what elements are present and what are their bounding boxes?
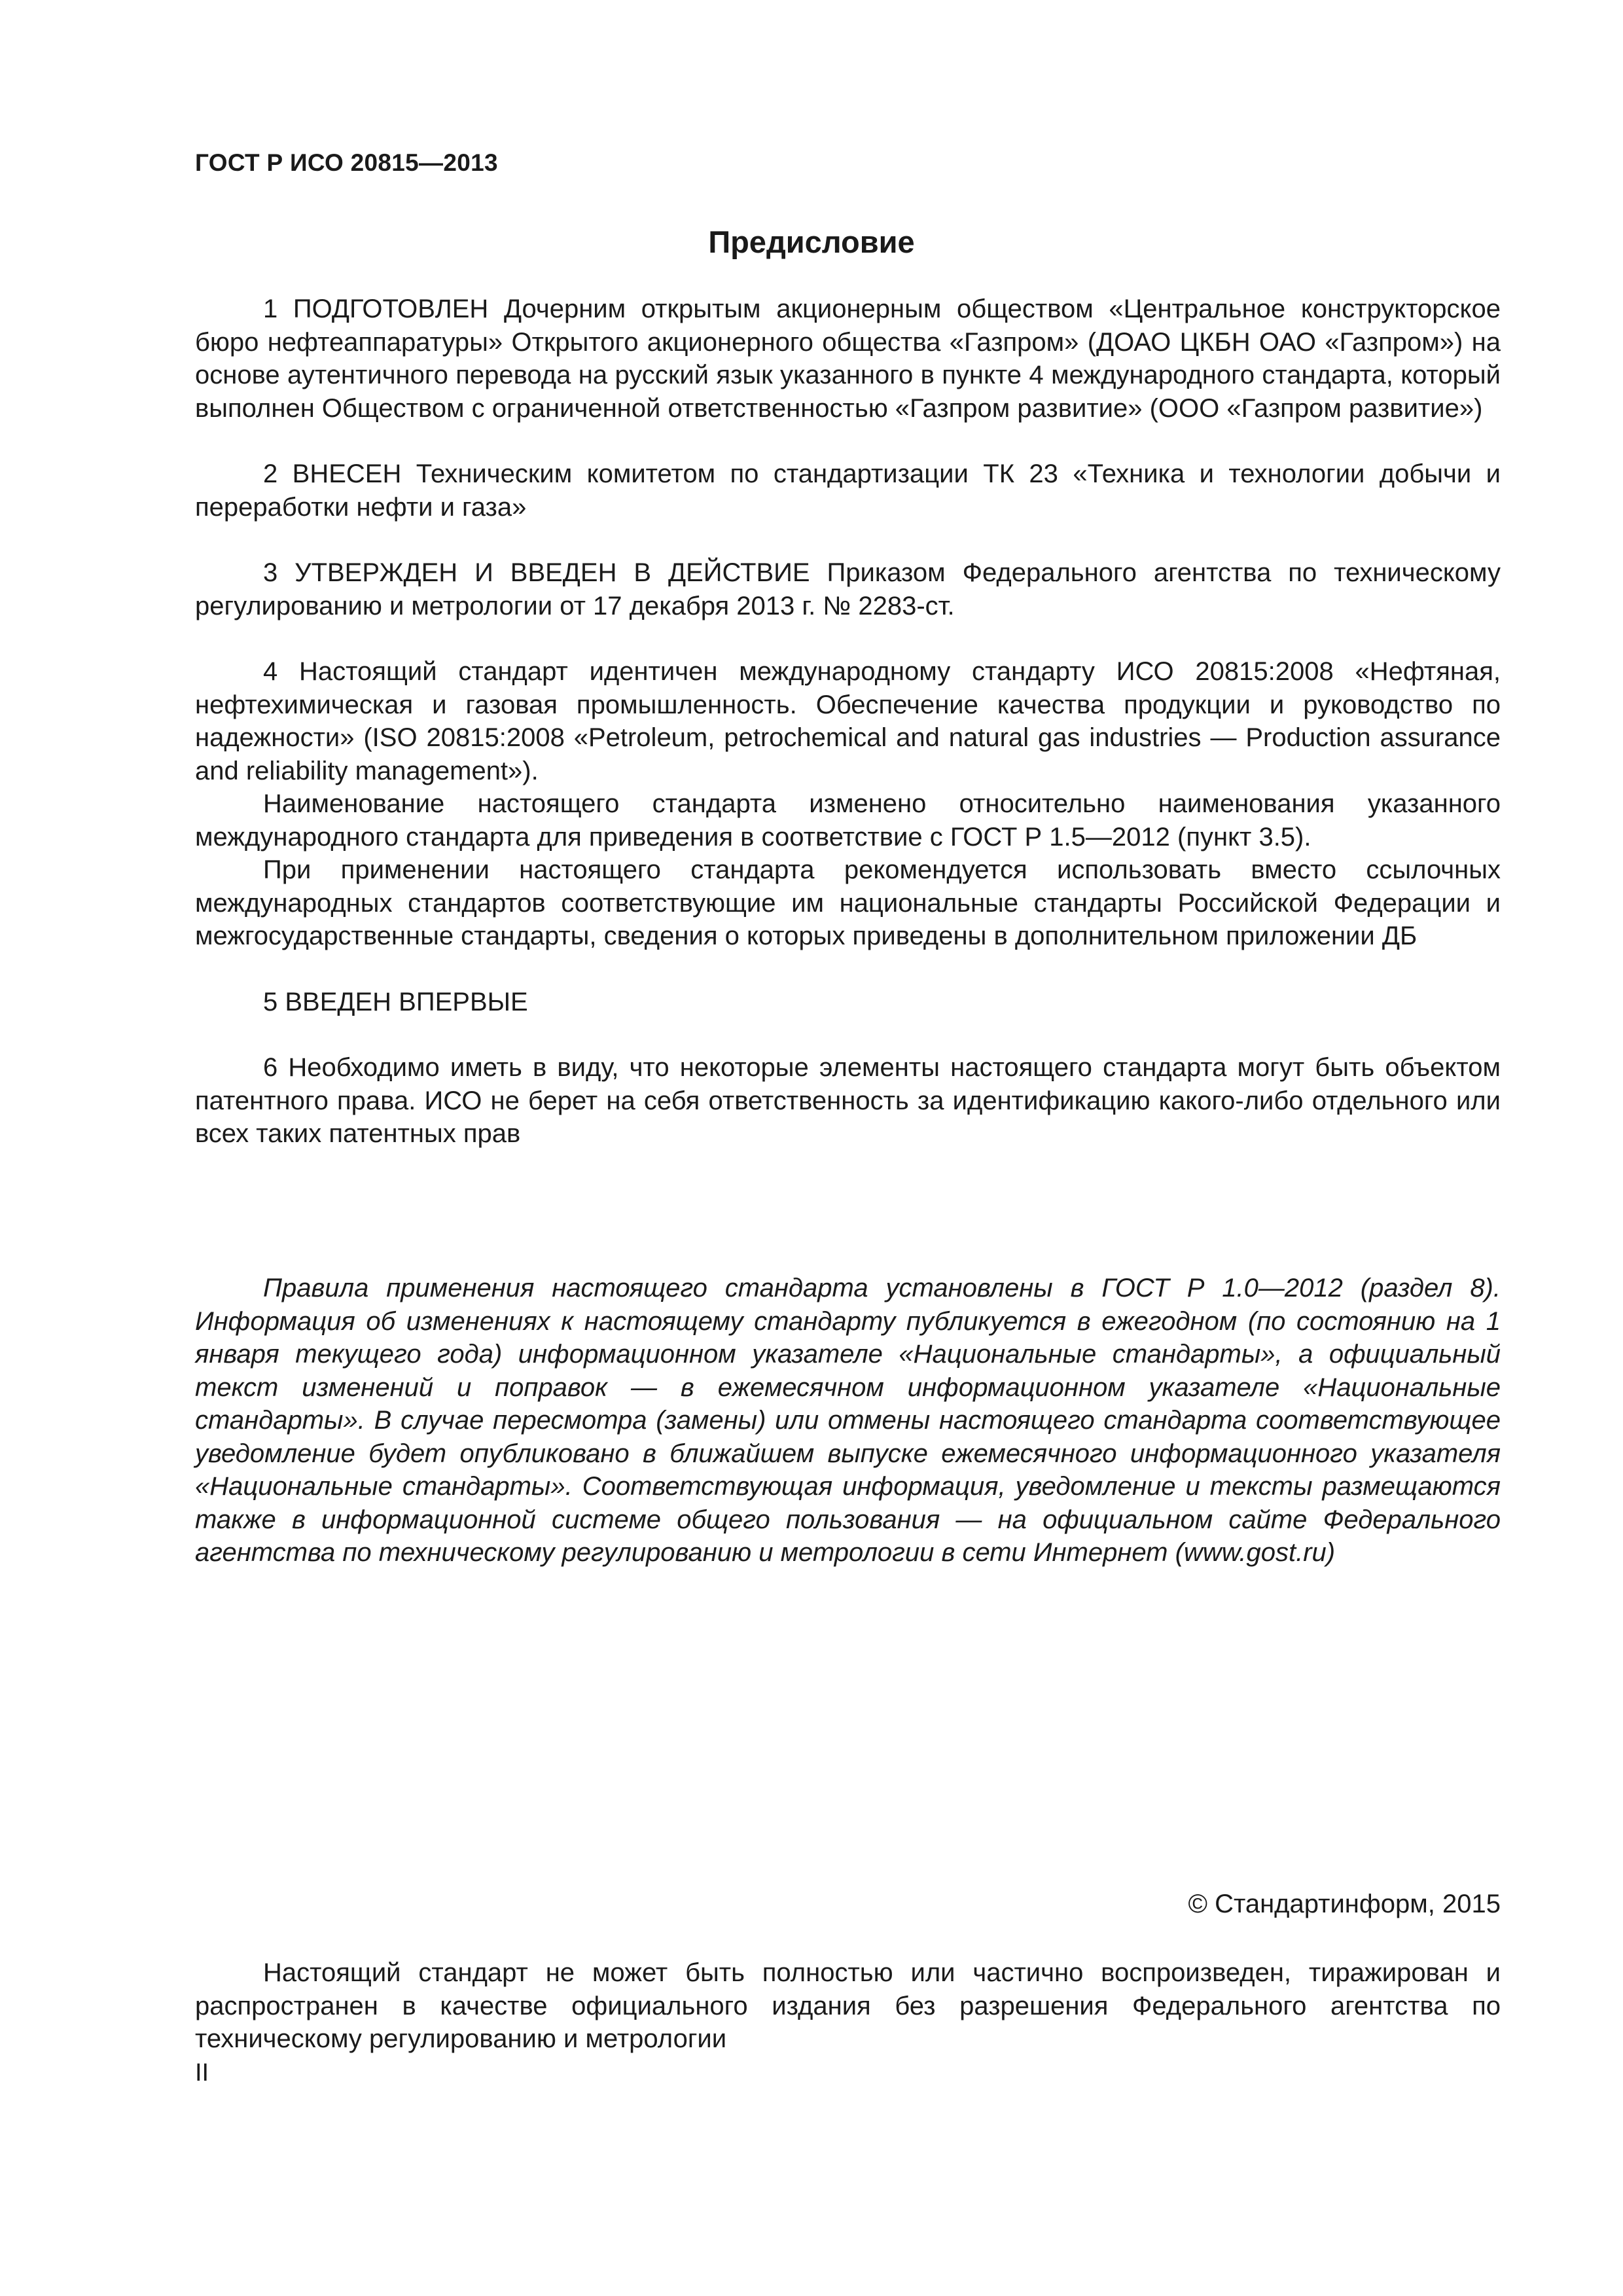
- paragraph: 4 Настоящий стандарт идентичен международному стандарту ИСО 20815:2008 «Нефтяная, нефтехимическая и газовая промышленность. Обеспечение качества продукции и руководство по надежности» (ISO 20815:2008 «Petroleum, petrochemical and natural gas industries — Production assurance and reliability management»).: [195, 657, 1501, 785]
- foreword-item-4: [195, 655, 1501, 953]
- foreword-item-3: [195, 556, 1501, 622]
- paragraph: 2 ВНЕСЕН Техническим комитетом по стандартизации ТК 23 «Техника и технологии добычи и переработки нефти и газа»: [195, 459, 1501, 522]
- foreword-item-6: [195, 1051, 1501, 1151]
- paragraph: При применении настоящего стандарта рекомендуется использовать вместо ссылочных международных стандартов соответствующие им национальные стандарты Российской Федерации и межгосударственные стандарты, сведения о которых приведены в дополнительном приложении ДБ: [195, 855, 1501, 950]
- paragraph: 6 Необходимо иметь в виду, что некоторые элементы настоящего стандарта могут быть объектом патентного права. ИСО не берет на себя ответственность за идентификацию какого-либо отдельного или всех таких патентных прав: [195, 1053, 1501, 1148]
- application-rules-notice: [195, 1272, 1501, 1570]
- copyright-line: © Стандартинформ, 2015: [1188, 1890, 1501, 1918]
- notice-text: Правила применения настоящего стандарта установлены в ГОСТ Р 1.0—2012 (раздел 8). Информация об изменениях к настоящему стандарту публикуется в ежегодном (по состоянию на 1 января текущего года) информационном указателе «Национальные стандарты», а официальный текст изменений и поправок — в ежемесячном информационном указателе «Национальные стандарты». В случае пересмотра (замены) или отмены настоящего стандарта соответствующее уведомление будет опубликовано в ближайшем выпуске ежемесячного информационного указателя «Национальные стандарты». Соответствующая информация, уведомление и тексты размещаются также в информационной системе общего пользования — на официальном сайте Федерального агентства по техническому регулированию и метрологии в сети Интернет (www.gost.ru): [195, 1274, 1501, 1567]
- foreword-item-5: [195, 986, 1501, 1019]
- foreword-item-1: [195, 293, 1501, 425]
- paragraph: 3 УТВЕРЖДЕН И ВВЕДЕН В ДЕЙСТВИЕ Приказом Федерального агентства по техническому регулированию и метрологии от 17 декабря 2013 г. № 2283-ст.: [195, 558, 1501, 620]
- reproduction-notice: [195, 1956, 1501, 2056]
- reproduction-text: Настоящий стандарт не может быть полностью или частично воспроизведен, тиражирован и распространен в качестве официального издания без разрешения Федерального агентства по техническому регулированию и метрологии: [195, 1958, 1501, 2053]
- standard-designation: ГОСТ Р ИСО 20815—2013: [195, 149, 498, 176]
- paragraph: Наименование настоящего стандарта изменено относительно наименования указанного международного стандарта для приведения в соответствие с ГОСТ Р 1.5—2012 (пункт 3.5).: [195, 789, 1501, 852]
- foreword-items: [195, 293, 1501, 1151]
- foreword-item-2: [195, 457, 1501, 524]
- paragraph: 1 ПОДГОТОВЛЕН Дочерним открытым акционерным обществом «Центральное конструкторское бюро нефтеаппаратуры» Открытого акционерного общества «Газпром» (ДОАО ЦКБН ОАО «Газпром») на основе аутентичного перевода на русский язык указанного в пункте 4 международного стандарта, который выполнен Обществом с ограниченной ответственностью «Газпром развитие» (ООО «Газпром развитие»): [195, 295, 1501, 423]
- paragraph: 5 ВВЕДЕН ВПЕРВЫЕ: [263, 987, 528, 1016]
- page-title: Предисловие: [708, 224, 915, 259]
- page-number: II: [195, 2059, 209, 2087]
